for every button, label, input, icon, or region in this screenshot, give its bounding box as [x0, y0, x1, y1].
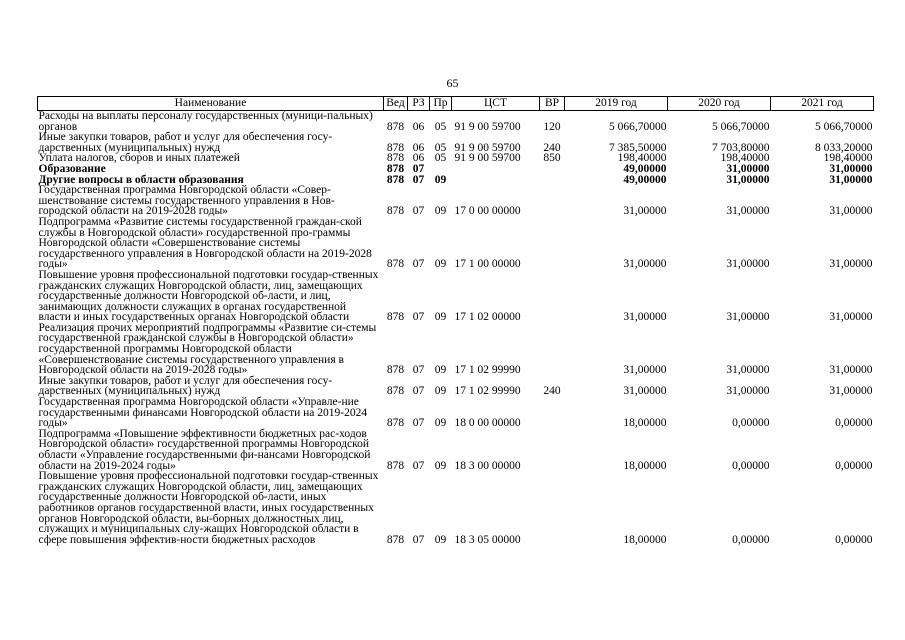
cell-2019: 31,00000	[623, 311, 667, 324]
cell-name: Реализация прочих мероприятий подпрограммы «Развитие си-стемы государственной гражданской службы в Новгородской области» государственной программы Новгородской области «Совершенствование системы государственного управления в Новгородской области на 2019-2028 годы»	[38, 321, 377, 377]
cell-pr: 09	[434, 258, 447, 271]
cell-cst: 18 3 00 00000	[454, 459, 521, 472]
cell-ved: 878	[386, 258, 405, 271]
cell-rz: 07	[412, 205, 425, 218]
cell-2021: 0,00000	[835, 417, 873, 430]
cell-2020: 198,40000	[720, 152, 770, 165]
cell-pr: 09	[434, 311, 447, 324]
cell-2020: 0,00000	[732, 459, 770, 472]
cell-2021: 31,00000	[829, 385, 873, 398]
cell-rz: 07	[412, 173, 425, 186]
cell-vr	[540, 164, 565, 175]
cell-ved: 878	[386, 417, 405, 430]
cell-ved: 878	[386, 364, 405, 377]
cell-pr: 09	[434, 417, 447, 430]
cell-pr: 09	[434, 459, 447, 472]
cell-cst: 91 9 00 59700	[454, 120, 521, 133]
cell-cst: 18 0 00 00000	[454, 417, 521, 430]
cell-2020: 5 066,70000	[712, 120, 770, 133]
cell-vr	[540, 429, 565, 471]
cell-vr	[540, 397, 565, 429]
cell-rz: 07	[412, 162, 425, 175]
cell-cst	[452, 164, 540, 175]
table-body	[38, 111, 874, 546]
header-2021: 2021 год	[771, 97, 874, 111]
header-pr: Пр	[430, 97, 452, 111]
cell-vr: 120	[543, 120, 561, 133]
cell-cst: 17 1 00 00000	[454, 258, 521, 271]
cell-2019: 49,00000	[623, 173, 667, 186]
cell-rz: 07	[412, 311, 425, 324]
table-row	[38, 376, 874, 397]
cell-rz: 07	[412, 364, 425, 377]
table-row	[38, 111, 874, 133]
cell-2019: 49,00000	[623, 162, 667, 175]
cell-name: Уплата налогов, сборов и иных платежей	[38, 152, 240, 165]
cell-ved: 878	[386, 141, 405, 154]
cell-ved: 878	[386, 459, 405, 472]
page-number: 65	[446, 76, 459, 90]
cell-2020: 31,00000	[726, 385, 770, 398]
cell-rz: 07	[412, 385, 425, 398]
cell-pr: 09	[434, 173, 447, 186]
cell-2019: 18,00000	[623, 533, 667, 546]
cell-vr: 850	[543, 152, 561, 165]
cell-vr: 240	[543, 385, 561, 398]
table-row	[38, 429, 874, 471]
cell-2021: 31,00000	[829, 205, 873, 218]
cell-ved: 878	[386, 205, 405, 218]
cell-2019: 5 066,70000	[609, 120, 667, 133]
header-2019: 2019 год	[565, 97, 668, 111]
cell-2020: 31,00000	[726, 173, 770, 186]
cell-ved: 878	[386, 173, 405, 186]
cell-ved: 878	[386, 311, 405, 324]
cell-cst: 91 9 00 59700	[454, 152, 521, 165]
cell-2019: 31,00000	[623, 385, 667, 398]
cell-name: Иные закупки товаров, работ и услуг для обеспечения госу-дарственных (муниципальных) нужд	[38, 374, 333, 398]
cell-2020: 31,00000	[726, 311, 770, 324]
header-2020: 2020 год	[668, 97, 771, 111]
cell-2019: 31,00000	[623, 258, 667, 271]
cell-cst: 17 1 02 99990	[454, 385, 521, 398]
cell-ved: 878	[386, 385, 405, 398]
table-row	[38, 164, 874, 175]
table-row	[38, 323, 874, 376]
header-vr: ВР	[540, 97, 565, 111]
cell-name: Образование	[38, 162, 106, 175]
cell-name: Подпрограмма «Развитие системы государственной граждан-ской службы в Новгородской области» государственной про-граммы Новгородской области «Совершенствование системы государственного управления в Новгородской области на 2019-2028 годы»	[38, 215, 372, 271]
cell-rz: 07	[412, 533, 425, 546]
cell-2021: 31,00000	[829, 258, 873, 271]
cell-name: Подпрограмма «Повышение эффективности бюджетных рас-ходов Новгородской области» государственной программы Новгородской области «Управление государственными фи-нансами Новгородской области на 2019-2024 годы»	[38, 427, 371, 472]
cell-2020: 31,00000	[726, 162, 770, 175]
cell-2019: 31,00000	[623, 364, 667, 377]
cell-pr: 05	[434, 152, 447, 165]
cell-name: Иные закупки товаров, работ и услуг для обеспечения госу-дарственных (муниципальных) нужд	[38, 131, 333, 154]
cell-name: Государственная программа Новгородской области «Совер-шенствование системы государственного управления в Нов-городской области на 2019-2028 годы»	[38, 184, 335, 218]
cell-2020: 31,00000	[726, 205, 770, 218]
cell-pr: 09	[434, 205, 447, 218]
cell-cst: 18 3 05 00000	[454, 533, 521, 546]
cell-name: Государственная программа Новгородской области «Управле-ние государственными финансами Новгородской области на 2019-2024 годы»	[38, 396, 368, 430]
cell-rz: 07	[412, 258, 425, 271]
cell-rz: 06	[412, 152, 425, 165]
cell-cst: 91 9 00 59700	[454, 141, 521, 154]
cell-2019: 18,00000	[623, 417, 667, 430]
cell-rz: 06	[412, 120, 425, 133]
cell-rz: 07	[412, 417, 425, 430]
table-row	[38, 270, 874, 323]
cell-cst	[452, 175, 540, 186]
cell-pr: 05	[434, 120, 447, 133]
cell-ved: 878	[386, 120, 405, 133]
cell-2021: 0,00000	[835, 459, 873, 472]
header-ved: Вед	[384, 97, 408, 111]
cell-2019: 18,00000	[623, 459, 667, 472]
cell-2021: 198,40000	[823, 152, 873, 165]
cell-vr	[540, 217, 565, 270]
cell-2021: 8 033,20000	[815, 141, 873, 154]
table-row	[38, 397, 874, 429]
budget-table-container	[37, 96, 873, 545]
cell-name: Расходы на выплаты персоналу государственных (муници-пальных) органов	[38, 110, 373, 133]
cell-pr: 05	[434, 141, 447, 154]
cell-name: Повышение уровня профессиональной подготовки государ-ственных гражданских служащих Новгородской области, лиц, замещающих государственные должности Новгородской об-ласти, и лиц, занимающих должности служащих в органах государственной власти и иных государственных органах Новгородской области	[38, 268, 379, 324]
cell-2019: 31,00000	[623, 205, 667, 218]
header-name: Наименование	[38, 97, 384, 111]
cell-vr	[540, 175, 565, 186]
header-row	[38, 97, 874, 111]
header-rz: РЗ	[408, 97, 430, 111]
cell-2021: 0,00000	[835, 533, 873, 546]
cell-2021: 5 066,70000	[815, 120, 873, 133]
cell-2021: 31,00000	[829, 364, 873, 377]
cell-vr: 240	[543, 141, 561, 154]
cell-2020: 0,00000	[732, 533, 770, 546]
cell-rz: 06	[412, 141, 425, 154]
cell-cst: 17 1 02 00000	[454, 311, 521, 324]
cell-pr: 09	[434, 385, 447, 398]
cell-2020: 31,00000	[726, 364, 770, 377]
cell-ved: 878	[386, 533, 405, 546]
cell-vr	[540, 185, 565, 217]
table-row	[38, 185, 874, 217]
cell-2021: 31,00000	[829, 173, 873, 186]
cell-vr	[540, 471, 565, 545]
cell-2019: 7 385,50000	[609, 141, 667, 154]
cell-pr: 09	[434, 364, 447, 377]
cell-2021: 31,00000	[829, 162, 873, 175]
cell-rz: 07	[412, 459, 425, 472]
table-row	[38, 471, 874, 545]
cell-pr: 09	[434, 533, 447, 546]
cell-vr	[540, 323, 565, 376]
cell-2020: 31,00000	[726, 258, 770, 271]
cell-2021: 31,00000	[829, 311, 873, 324]
cell-ved: 878	[386, 162, 405, 175]
cell-vr	[540, 270, 565, 323]
cell-name: Повышение уровня профессиональной подготовки государ-ственных гражданских служащих Новгородской области, лиц, замещающих государственные должности Новгородской об-ласти, иных работников органов государственной власти, иных государственных органов Новгородской области, вы-борных должностных лиц, служащих и муниципальных слу-жащих Новгородской области в сфере повышения эффектив-ности бюджетных расходов	[38, 470, 379, 546]
cell-name: Другие вопросы в области образования	[38, 173, 244, 186]
cell-2020: 0,00000	[732, 417, 770, 430]
table-row	[38, 132, 874, 153]
cell-pr	[430, 164, 452, 175]
cell-ved: 878	[386, 152, 405, 165]
cell-2020: 7 703,80000	[712, 141, 770, 154]
header-cst: ЦСТ	[452, 97, 540, 111]
cell-cst: 17 0 00 00000	[454, 205, 521, 218]
cell-cst: 17 1 02 99990	[454, 364, 521, 377]
budget-table	[37, 96, 874, 545]
table-row	[38, 217, 874, 270]
cell-2019: 198,40000	[617, 152, 667, 165]
table-header	[38, 97, 874, 111]
